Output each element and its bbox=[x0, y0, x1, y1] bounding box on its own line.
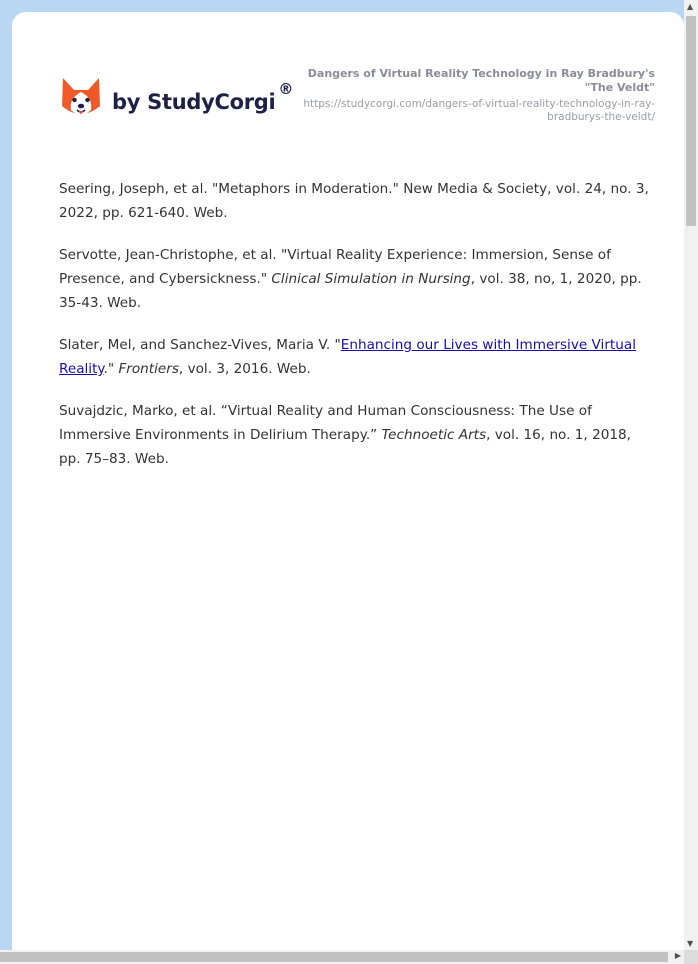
reference-link[interactable]: Enhancing our Lives with Immersive Virtual Reality bbox=[59, 337, 636, 377]
reference-text: Seering, Joseph, et al. "Metaphors in Moderation." New Media & Society, vol. 24, no. 3, 2022, pp. 621-640. Web. bbox=[59, 181, 649, 221]
reference-text: , vol. 3, 2016. Web. bbox=[178, 361, 311, 377]
vertical-scrollbar[interactable] bbox=[684, 0, 698, 950]
scroll-down-arrow-icon[interactable]: ▼ bbox=[687, 939, 694, 948]
reference-journal: Technoetic Arts bbox=[381, 427, 487, 443]
reference-text: ." bbox=[103, 361, 119, 377]
reference-entry bbox=[59, 333, 651, 381]
reference-text: Suvajdzic, Marko, et al. “Virtual Reality and Human Consciousness: The Use of Immersive Environments in Delirium Therapy.” bbox=[59, 403, 592, 443]
studycorgi-logo[interactable] bbox=[60, 76, 293, 122]
reference-entry bbox=[59, 399, 651, 471]
scroll-right-arrow-icon[interactable]: ▶ bbox=[674, 951, 681, 960]
scrollbar-corner bbox=[684, 950, 698, 964]
document-title: Dangers of Virtual Reality Technology in Ray Bradbury's "The Veldt" bbox=[307, 67, 655, 94]
corgi-logo-icon bbox=[60, 76, 102, 122]
document-page bbox=[12, 12, 684, 950]
works-cited-list bbox=[59, 177, 651, 489]
reference-text: Slater, Mel, and Sanchez-Vives, Maria V. " bbox=[59, 337, 341, 353]
reference-text: Servotte, Jean-Christophe, et al. "Virtual Reality Experience: Immersion, Sense of Presence, and Cybersickness." bbox=[59, 247, 611, 287]
reference-journal: Clinical Simulation in Nursing bbox=[271, 271, 471, 287]
scroll-up-arrow-icon[interactable]: ▲ bbox=[687, 2, 694, 11]
horizontal-scroll-thumb[interactable] bbox=[0, 952, 668, 962]
reference-entry bbox=[59, 177, 651, 225]
reference-entry bbox=[59, 243, 651, 315]
horizontal-scrollbar[interactable] bbox=[0, 950, 684, 964]
reference-journal: Frontiers bbox=[118, 361, 179, 377]
document-header-info bbox=[295, 67, 655, 124]
reference-text: , vol. 16, no. 1, 2018, pp. 75–83. Web. bbox=[59, 427, 631, 467]
reference-text: , vol. 38, no, 1, 2020, pp. 35-43. Web. bbox=[59, 271, 642, 311]
registered-mark: ® bbox=[278, 80, 294, 98]
document-url[interactable]: https://studycorgi.com/dangers-of-virtual-reality-technology-in-ray-bradburys-the-veldt/ bbox=[303, 98, 655, 123]
logo-wordmark: by StudyCorgi bbox=[112, 90, 276, 114]
vertical-scroll-thumb[interactable] bbox=[686, 16, 696, 226]
